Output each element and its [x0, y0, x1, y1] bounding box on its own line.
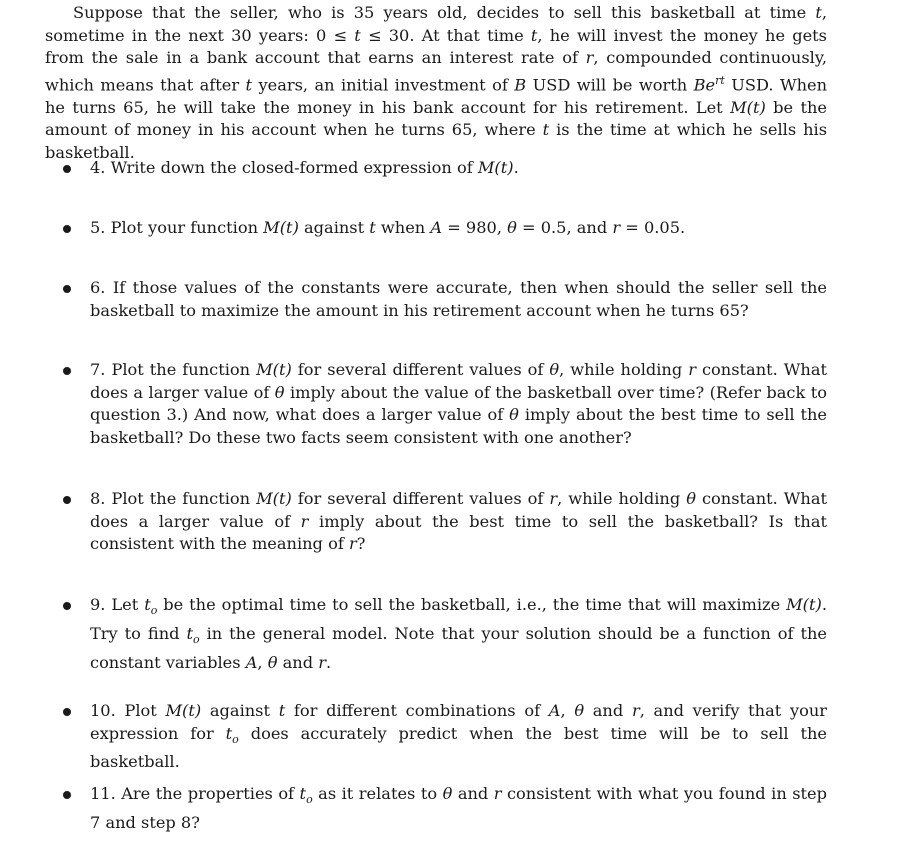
question-text: . — [513, 158, 519, 177]
question-8 — [90, 488, 827, 556]
question-text: . — [325, 652, 332, 672]
intro-paragraph — [45, 2, 827, 165]
intro-text: USD. When he turns 65, he will take the money in his bank account for his retirement. Let — [45, 75, 828, 117]
math-subscript: o — [150, 604, 158, 618]
intro-text: , compounded continuously, which means that after — [45, 48, 827, 95]
math-var: t — [299, 784, 307, 803]
math-var: θ — [574, 701, 585, 720]
question-text: 8. Plot the function — [90, 489, 257, 508]
intro-text: , sometime in the next 30 years: 0 ≤ — [45, 3, 827, 45]
math-var: r — [549, 489, 558, 508]
math-var: M(t) — [786, 595, 822, 614]
math-var: t — [354, 25, 361, 45]
question-text: does accurately predict when the best time will be to sell the basketball. — [90, 723, 828, 772]
bullet-icon — [63, 165, 71, 173]
math-var: M(t) — [256, 489, 292, 508]
question-text: = 0.05. — [620, 218, 686, 237]
math-var: t — [369, 218, 376, 237]
math-var: Be — [693, 75, 716, 95]
question-text: against — [298, 218, 370, 237]
math-exponent: rt — [715, 73, 725, 87]
math-var: θ — [442, 784, 453, 803]
math-var: A — [430, 218, 443, 237]
math-var: t — [144, 595, 151, 614]
question-text: imply about the value of the basketball over time? (Refer back to question 3.) And now, what does a larger value of — [90, 382, 827, 425]
math-var: r — [318, 652, 326, 672]
math-var: θ — [549, 360, 560, 379]
math-var: r — [688, 360, 696, 379]
question-text: 6. If those values of the constants were accurate, then when should the seller sell the basketball to maximize the amount in his retirement account when he turns 65? — [90, 278, 827, 320]
bullet-icon — [63, 602, 71, 610]
bullet-icon — [63, 225, 71, 233]
math-var: r — [585, 48, 594, 68]
math-var: θ — [274, 382, 285, 402]
math-subscript: o — [232, 732, 239, 746]
question-text: as it relates to — [312, 784, 443, 803]
math-var: B — [514, 75, 527, 95]
bullet-icon — [63, 285, 71, 293]
question-text: , — [257, 652, 268, 672]
math-var: t — [245, 75, 253, 95]
question-text: when — [375, 218, 431, 237]
bullet-icon — [63, 496, 71, 504]
math-subscript: o — [192, 633, 200, 647]
question-text: imply about the best time to sell the basketball? Do these two facts seem consistent with one another? — [90, 405, 827, 447]
intro-text: be the amount of money in his account when he turns 65, where — [45, 97, 828, 140]
question-text: and — [277, 652, 319, 672]
intro-text: Suppose that the seller, who is 35 years old, decides to sell this basketball at time — [73, 3, 816, 22]
question-text: consistent with what you found in step 7 and step 8? — [90, 784, 827, 832]
math-var: A — [245, 652, 258, 672]
intro-text: USD will be worth — [526, 75, 694, 95]
question-text: . Try to find — [90, 595, 827, 643]
math-var: M(t) — [730, 97, 766, 117]
math-var: M(t) — [256, 360, 292, 379]
question-text: 10. Plot — [90, 701, 166, 720]
math-var: r — [612, 218, 621, 237]
question-10 — [90, 700, 827, 774]
question-text: imply about the best time to sell the basketball? Is that consistent with the meaning of — [90, 511, 827, 554]
math-var: A — [548, 701, 561, 720]
question-text: for different combinations of — [285, 701, 549, 720]
math-subscript: o — [306, 793, 313, 807]
question-text: , while holding — [559, 360, 689, 379]
question-text: in the general model. Note that your solution should be a function of the constant variables — [90, 623, 828, 672]
question-text: and — [452, 784, 494, 803]
math-var: M(t) — [165, 701, 202, 720]
math-var: r — [493, 784, 502, 803]
question-text: , while holding — [557, 489, 687, 508]
intro-text: ≤ 30. At that time — [360, 25, 531, 45]
math-var: θ — [267, 652, 278, 672]
bullet-icon — [63, 791, 71, 799]
question-text: and — [584, 701, 632, 720]
math-var: r — [631, 701, 640, 720]
question-5 — [90, 217, 827, 240]
question-text: = 0.5, and — [516, 218, 613, 237]
math-var: M(t) — [477, 158, 514, 177]
bullet-icon — [63, 367, 71, 375]
math-var: t — [542, 120, 550, 140]
math-var: t — [225, 723, 233, 743]
bullet-icon — [63, 708, 71, 716]
question-text: , and verify that your expression for — [90, 701, 828, 743]
intro-text: , he will invest the money he gets from the sale in a bank account that earns an interest rate of — [45, 25, 827, 68]
math-var: r — [300, 511, 309, 531]
intro-text: is the time at which he sells his basketball. — [45, 120, 827, 162]
math-var: θ — [686, 489, 696, 508]
question-text: constant. What does a larger value of — [90, 360, 827, 402]
question-text: 4. Write down the closed-formed expression of — [90, 158, 478, 177]
question-text: 5. Plot your function — [90, 218, 264, 237]
math-var: t — [186, 623, 193, 643]
math-var: M(t) — [263, 218, 299, 237]
math-var: t — [530, 25, 538, 45]
question-text: ? — [356, 534, 366, 554]
math-var: t — [278, 701, 286, 720]
question-text: , — [560, 701, 575, 720]
question-text: = 980, — [442, 218, 508, 237]
question-text: 7. Plot the function — [90, 360, 257, 379]
question-text: be the optimal time to sell the basketball, i.e., the time that will maximize — [157, 595, 787, 614]
question-6 — [90, 277, 827, 322]
math-var: θ — [509, 405, 519, 425]
question-text: constant. What does a larger value of — [90, 489, 827, 531]
question-4 — [90, 157, 827, 180]
question-text: against — [201, 701, 279, 720]
question-text: 9. Let — [90, 595, 145, 614]
question-text: 11. Are the properties of — [90, 784, 300, 803]
math-var: t — [815, 3, 822, 22]
question-text: for several different values of — [291, 360, 550, 379]
question-9 — [90, 594, 827, 674]
math-var: θ — [507, 218, 517, 237]
question-11 — [90, 783, 827, 834]
intro-text: years, an initial investment of — [252, 75, 515, 95]
question-text: for several different values of — [291, 489, 550, 508]
question-7 — [90, 359, 827, 449]
math-var: r — [348, 534, 357, 554]
